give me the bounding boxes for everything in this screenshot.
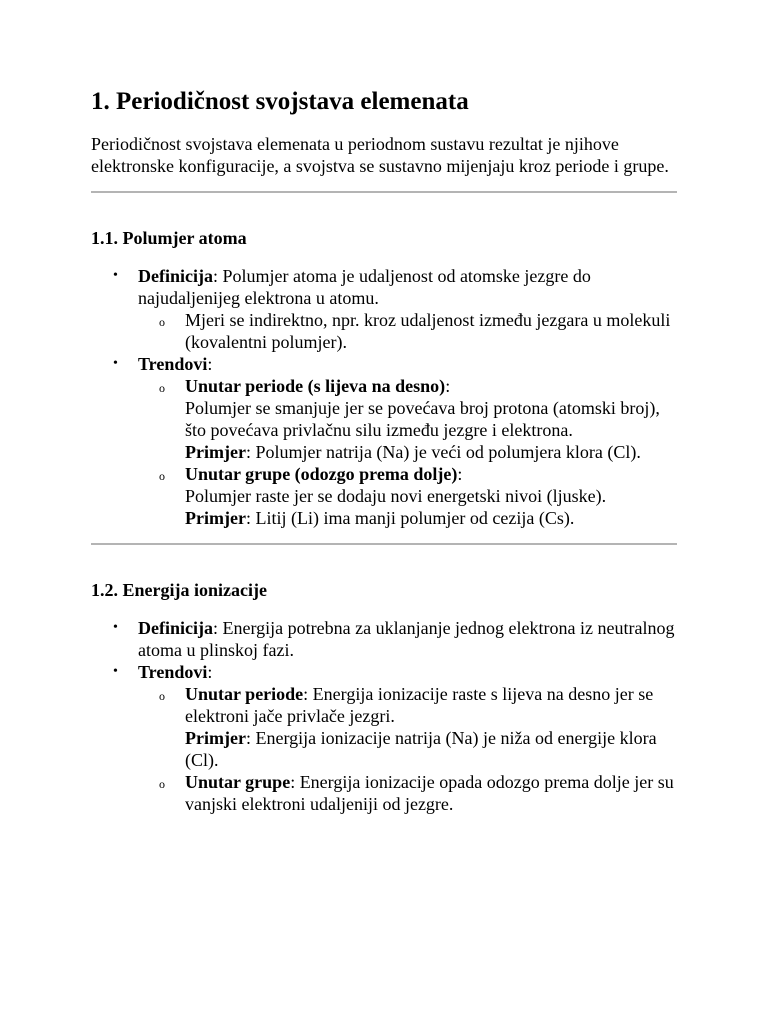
intro-paragraph: Periodičnost svojstava elemenata u periodnom sustavu rezultat je njihove elektronske konfiguracije, a svojstva se sustavno mijenjaju kroz periode i grupe.: [91, 134, 669, 176]
period-colon: :: [445, 376, 451, 396]
sublist-item-group: [138, 463, 681, 529]
section-title-ionization-energy: 1.2. Energija ionizacije: [91, 580, 267, 600]
definition-label: Definicija: [138, 618, 213, 638]
bullet-icon: •: [113, 620, 118, 635]
period-example-text: : Polumjer natrija (Na) je veći od polumjera klora (Cl).: [245, 442, 641, 462]
group-text: : Energija ionizacije opada odozgo prema dolje jer su vanjski elektroni udaljeniji od jezgre.: [185, 772, 674, 814]
ionization-energy-list: [91, 617, 681, 815]
sublist-item-period: [138, 683, 681, 771]
group-label: Unutar grupe: [185, 772, 291, 792]
sub-bullet-icon: o: [159, 469, 165, 483]
sub-bullet-icon: o: [159, 777, 165, 791]
list-item-trends: [91, 353, 681, 529]
sublist-item-period: [138, 375, 681, 463]
period-text: Polumjer se smanjuje jer se povećava broj protona (atomski broj), što povećava privlačnu silu između jezgre i elektrona.: [185, 398, 660, 440]
atomic-radius-list: [91, 265, 681, 529]
section-divider: [91, 543, 677, 545]
sublist-item-measurement: [138, 309, 681, 353]
bullet-icon: •: [113, 268, 118, 283]
group-label: Unutar grupe (odozgo prema dolje): [185, 464, 458, 484]
sub-bullet-icon: o: [159, 689, 165, 703]
trends-label: Trendovi: [138, 354, 208, 374]
period-example-label: Primjer: [185, 728, 246, 748]
sublist-item-group: [138, 771, 681, 815]
section-divider: [91, 191, 677, 193]
bullet-icon: •: [113, 356, 118, 371]
list-item-definition: [91, 265, 681, 353]
document-content: [91, 84, 681, 815]
sub-bullet-icon: o: [159, 315, 165, 329]
trends-colon: :: [207, 354, 213, 374]
list-item-trends: [91, 661, 681, 815]
trends-sublist: [138, 375, 681, 529]
period-text: : Energija ionizacije raste s lijeva na desno jer se elektroni jače privlače jezgri.: [185, 684, 654, 726]
group-example-label: Primjer: [185, 508, 246, 528]
section-title-atomic-radius: 1.1. Polumjer atoma: [91, 228, 247, 248]
period-label: Unutar periode (s lijeva na desno): [185, 376, 446, 396]
group-colon: :: [457, 464, 463, 484]
period-label: Unutar periode: [185, 684, 304, 704]
period-example-label: Primjer: [185, 442, 246, 462]
definition-sublist: [138, 309, 681, 353]
group-text: Polumjer raste jer se dodaju novi energetski nivoi (ljuske).: [185, 486, 607, 506]
trends-colon: :: [207, 662, 213, 682]
definition-text: : Polumjer atoma je udaljenost od atomske jezgre do najudaljenijeg elektrona u atomu.: [138, 266, 591, 308]
definition-text: : Energija potrebna za uklanjanje jednog elektrona iz neutralnog atoma u plinskoj fazi.: [138, 618, 675, 660]
measurement-text: Mjeri se indirektno, npr. kroz udaljenost između jezgara u molekuli (kovalentni polumjer).: [185, 310, 671, 352]
trends-sublist: [138, 683, 681, 815]
list-item-definition: [91, 617, 681, 661]
group-example-text: : Litij (Li) ima manji polumjer od cezija (Cs).: [245, 508, 575, 528]
page-title: 1. Periodičnost svojstava elemenata: [91, 88, 469, 115]
definition-label: Definicija: [138, 266, 213, 286]
trends-label: Trendovi: [138, 662, 208, 682]
period-example-text: : Energija ionizacije natrija (Na) je niža od energije klora (Cl).: [185, 728, 657, 770]
bullet-icon: •: [113, 664, 118, 679]
sub-bullet-icon: o: [159, 381, 165, 395]
